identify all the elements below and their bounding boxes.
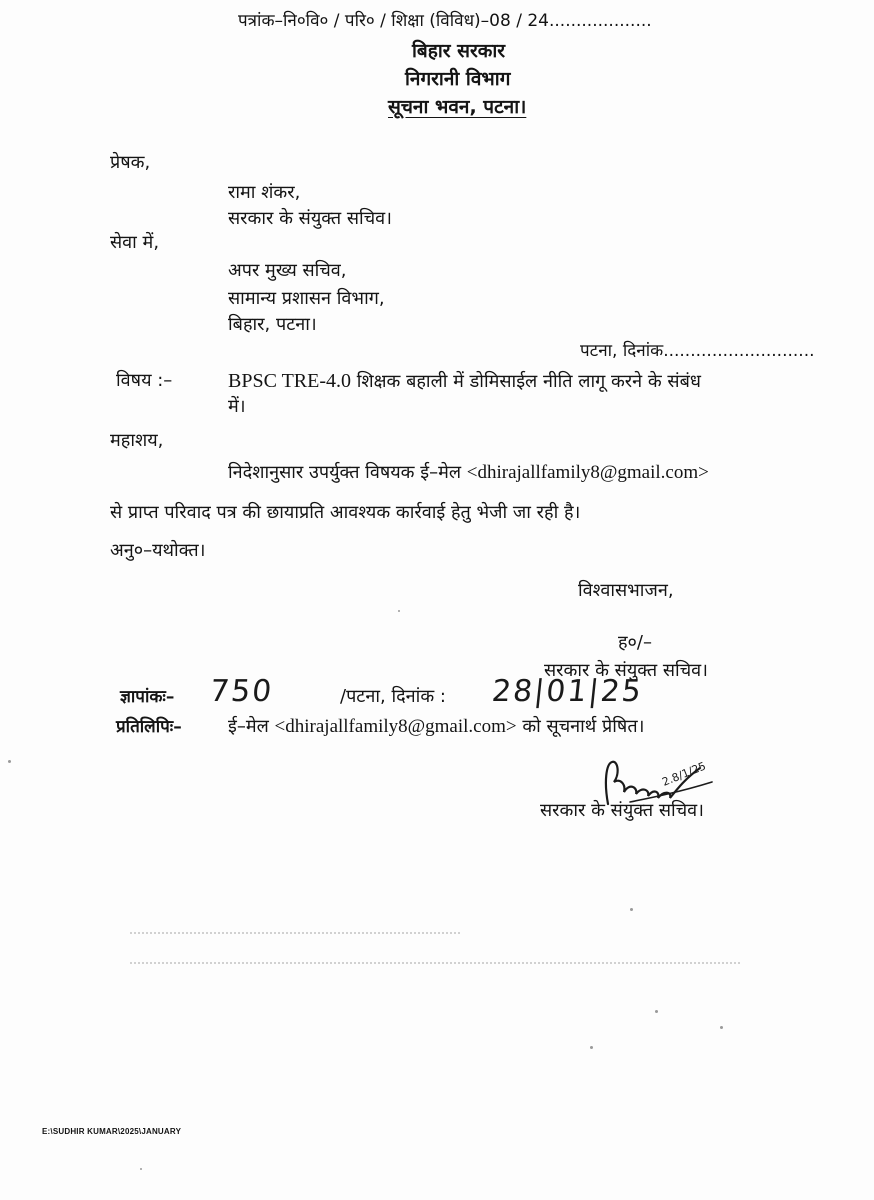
file-path-footer: E:\SUDHIR KUMAR\2025\JANUARY [42,1127,182,1136]
scan-speck [630,908,633,911]
subject-line1 [228,370,701,393]
scan-speck [720,1026,723,1029]
scan-speck [590,1046,593,1049]
body-line1 [228,462,709,484]
scan-speck [398,610,400,612]
copy-prefix: ई–मेल [228,716,275,737]
office-address: सूचना भवन, पटना। [388,96,527,118]
bleed-through-line [130,962,740,966]
scan-speck [655,1010,658,1013]
recipient-line1: अपर मुख्य सचिव, [228,260,347,281]
recipient-label: सेवा में, [110,232,160,253]
copy-label: प्रतिलिपिः– [116,717,182,737]
body-line1-text: निदेशानुसार उपर्युक्त विषयक ई–मेल [228,462,467,483]
closing-designation: सरकार के संयुक्त सचिव। [544,660,708,681]
memo-label: ज्ञापांकः– [120,687,175,707]
body-email: <dhirajallfamily8@gmail.com> [466,462,709,483]
subject-line2: में। [228,396,246,417]
svg-text:2.8/1/25: 2.8/1/25 [660,759,708,789]
sender-label: प्रेषक, [110,152,151,173]
memo-place-date-label: /पटना, दिनांक : [340,686,446,707]
final-designation: सरकार के संयुक्त सचिव। [540,800,704,821]
memo-date-handwritten: 28|01|25 [490,674,645,709]
copy-email: <dhirajallfamily8@gmail.com> [274,716,517,737]
scan-speck [8,760,11,763]
sender-designation: सरकार के संयुक्त सचिव। [228,208,392,229]
sender-name: रामा शंकर, [228,182,301,203]
letter-date: पटना, दिनांक............................ [580,341,815,361]
subject-text: शिक्षक बहाली में डोमिसाईल नीति लागू करने के संबंध [351,371,701,392]
department-name: निगरानी विभाग [405,68,511,90]
reference-number: पत्रांक–नि०वि० / परि० / शिक्षा (विविध)–08 / 24................... [238,11,652,31]
body-line2: से प्राप्त परिवाद पत्र की छायाप्रति आवश्यक कार्रवाई हेतु भेजी जा रही है। [110,502,581,523]
recipient-line2: सामान्य प्रशासन विभाग, [228,288,385,309]
enclosure-note: अनु०–यथोक्त। [110,540,206,561]
org-name: बिहार सरकार [412,40,506,62]
recipient-line3: बिहार, पटना। [228,314,317,335]
bleed-through-line [130,932,460,936]
subject-exam-code: BPSC TRE-4.0 [228,370,351,392]
subject-label: विषय :– [116,370,173,391]
scan-speck [140,1168,142,1170]
closing-yours: विश्वासभाजन, [578,580,674,601]
memo-number-handwritten: 750 [208,674,276,709]
copy-text [228,716,644,738]
closing-signed: ह०/– [618,632,652,653]
copy-suffix: को सूचनार्थ प्रेषित। [516,716,645,737]
salutation: महाशय, [110,430,164,451]
